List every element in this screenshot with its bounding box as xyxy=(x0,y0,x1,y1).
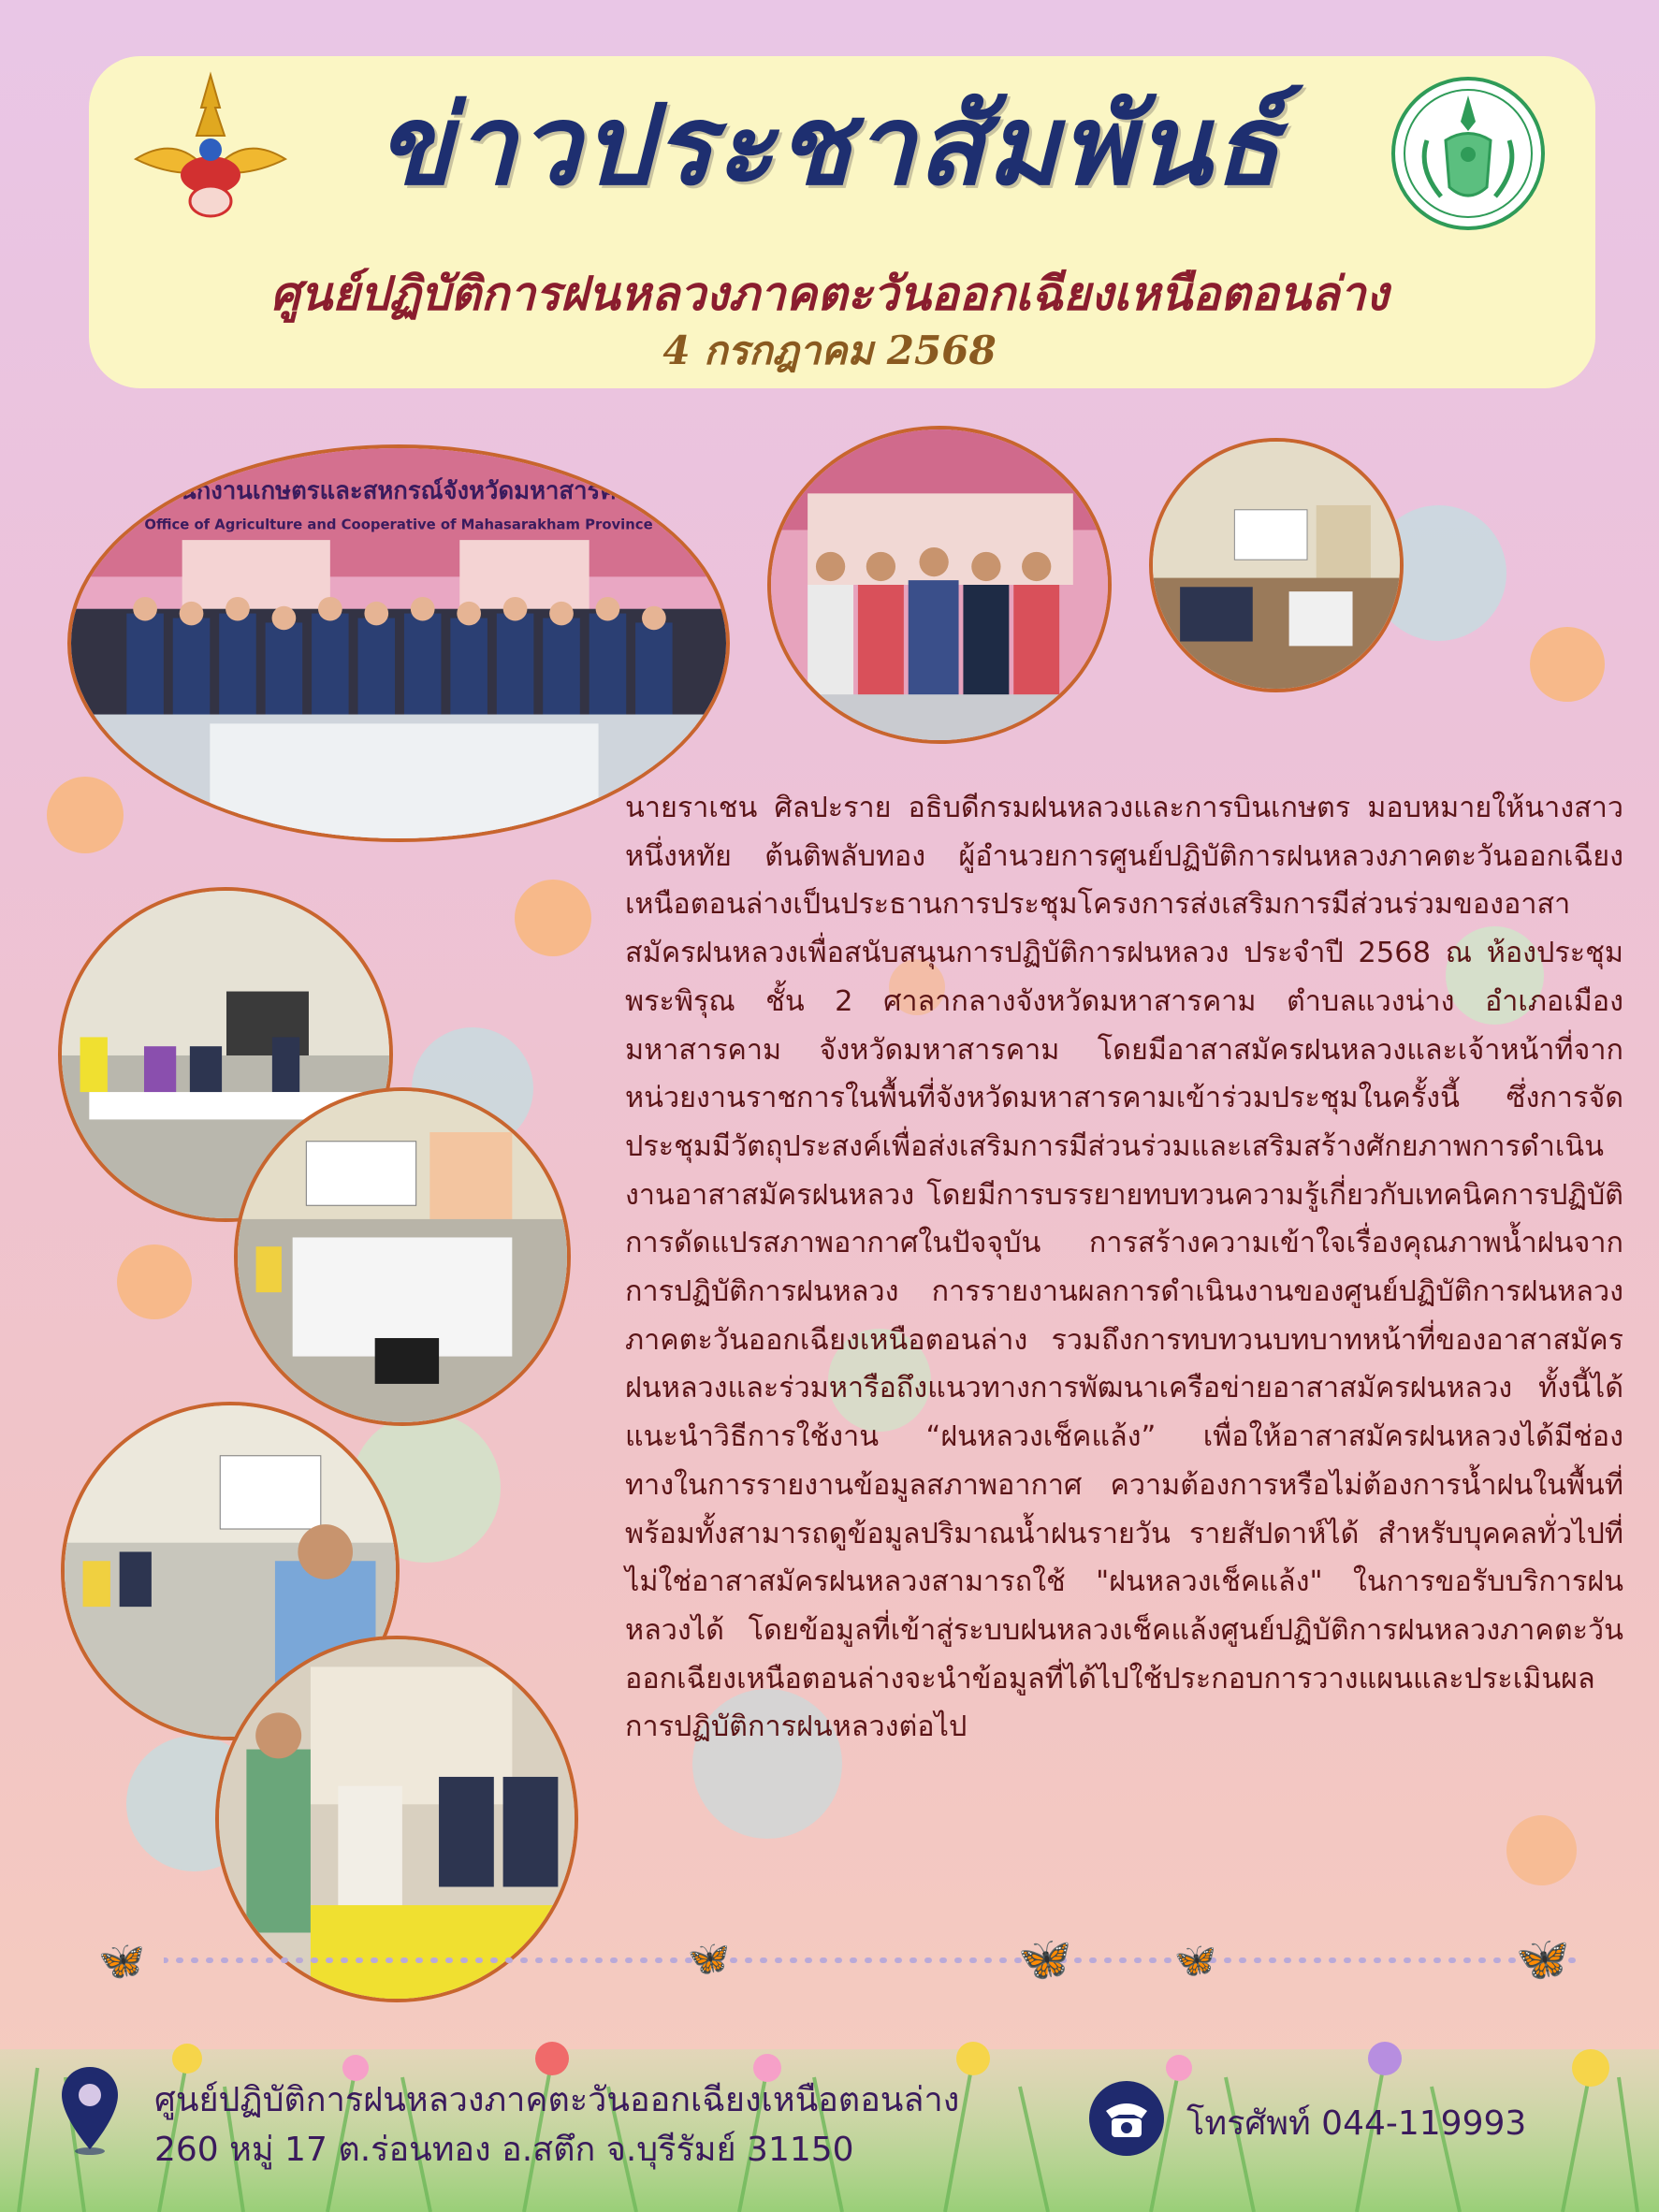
butterfly-icon: 🦋 xyxy=(98,1940,145,1983)
banner-text-thai: สำนักงานเกษตรและสหกรณ์จังหวัดมหาสารคาม xyxy=(152,477,646,505)
photo-registration xyxy=(215,1636,578,2002)
article-body: นายราเชน ศิลปะราย อธิบดีกรมฝนหลวงและการบินเกษตร มอบหมายให้นางสาวหนึ่งหทัย ต้นติพลับทอง ผู้อำนวยการศูนย์ปฏิบัติการฝนหลวงภาคตะวันออกเฉียงเหนือตอนล่างเป็นประธานการประชุมโครงการส่งเสริมการมีส่วนร่วมของอาสาสมัครฝนหลวงเพื่อสนับสนุนการปฏิบัติการฝนหลวง ประจำปี 2568 ณ ห้องประชุมพระพิรุณ ชั้น 2 ศาลากลางจังหวัดมหาสารคาม ตำบลแวงน่าง อำเภอเมืองมหาสารคาม จังหวัดมหาสารคาม โดยมีอาสาสมัครฝนหลวงและเจ้าหน้าที่จากหน่วยงานราชการในพื้นที่จังหวัดมหาสารคามเข้าร่วมประชุมในครั้งนี้ ซึ่งการจัดประชุมมีวัตถุประสงค์เพื่อส่งเสริมการมีส่วนร่วมและเสริมสร้างศักยภาพการดำเนินงานอาสาสมัครฝนหลวง โดยมีการบรรยายทบทวนความรู้เกี่ยวกับเทคนิคการปฏิบัติการดัดแปรสภาพอากาศในปัจจุบัน การสร้างความเข้าใจเรื่องคุณภาพน้ำฝนจากการปฏิบัติการฝนหลวง การรายงานผลการดำเนินงานของศูนย์ปฏิบัติการฝนหลวงภาคตะวันออกเฉียงเหนือตอนล่าง รวมถึงการทบทวนบทบาทหน้าที่ของอาสาสมัครฝนหลวงและร่วมหารือถึงแนวทางการพัฒนาเครือข่ายอาสาสมัครฝนหลวง ทั้งนี้ได้แนะนำวิธีการใช้งาน “ฝนหลวงเช็คแล้ง” เพื่อให้อาสาสมัครฝนหลวงได้มีช่องทางในการรายงานข้อมูลสภาพอากาศ ความต้องการหรือไม่ต้องการน้ำฝนในพื้นที่ พร้อมทั้งสามารถดูข้อมูลปริมาณน้ำฝนรายวัน รายสัปดาห์ได้ สำหรับบุคคลทั่วไปที่ไม่ใช่อาสาสมัครฝนหลวงสามารถใช้ "ฝนหลวงเช็คแล้ง" ในการขอรับบริการฝนหลวงได้ โดยข้อมูลที่เข้าสู่ระบบฝนหลวงเช็คแล้งศูนย์ปฏิบัติการฝนหลวงภาคตะวันออกเฉียงเหนือตอนล่างจะนำข้อมูลที่ได้ไปใช้ประกอบการวางแผนและประเมินผลการปฏิบัติการฝนหลวงต่อไป xyxy=(625,792,1623,1744)
department-seal-logo xyxy=(1390,75,1547,232)
footer-address: 260 หมู่ 17 ต.ร่อนทอง อ.สตึก จ.บุรีรัมย์ 31150 xyxy=(154,2131,854,2169)
decor-dot xyxy=(1506,1815,1577,1885)
photo-meeting-2 xyxy=(234,1087,571,1426)
decor-dot xyxy=(117,1244,192,1319)
banner-text-english: Office of Agriculture and Cooperative of Mahasarakham Province xyxy=(144,517,653,533)
butterfly-icon: 🦋 xyxy=(1174,1942,1216,1980)
footer-phone: โทรศัพท์ 044-119993 xyxy=(1186,2104,1527,2143)
phone-icon xyxy=(1087,2079,1166,2158)
dotted-divider xyxy=(164,1956,1577,1965)
publish-date: 4 กรกฎาคม 2568 xyxy=(662,327,997,373)
butterfly-icon: 🦋 xyxy=(1018,1933,1072,1984)
royal-emblem-logo xyxy=(126,70,295,234)
page-title: ข่าวประชาสัมพันธ์ xyxy=(376,80,1283,210)
location-pin-icon xyxy=(58,2065,122,2155)
photo-dignitaries xyxy=(767,426,1112,744)
page-subtitle: ศูนย์ปฏิบัติการฝนหลวงภาคตะวันออกเฉียงเหนือตอนล่าง xyxy=(270,266,1389,321)
decor-dot xyxy=(47,777,124,853)
footer-org-name: ศูนย์ปฏิบัติการฝนหลวงภาคตะวันออกเฉียงเหนือตอนล่าง xyxy=(154,2081,960,2119)
butterfly-icon: 🦋 xyxy=(1516,1933,1570,1984)
butterfly-icon: 🦋 xyxy=(688,1940,730,1978)
group-photo-main xyxy=(67,444,730,842)
decor-dot xyxy=(1530,627,1605,702)
decor-dot xyxy=(515,880,591,956)
photo-meeting-room-small xyxy=(1149,438,1404,692)
